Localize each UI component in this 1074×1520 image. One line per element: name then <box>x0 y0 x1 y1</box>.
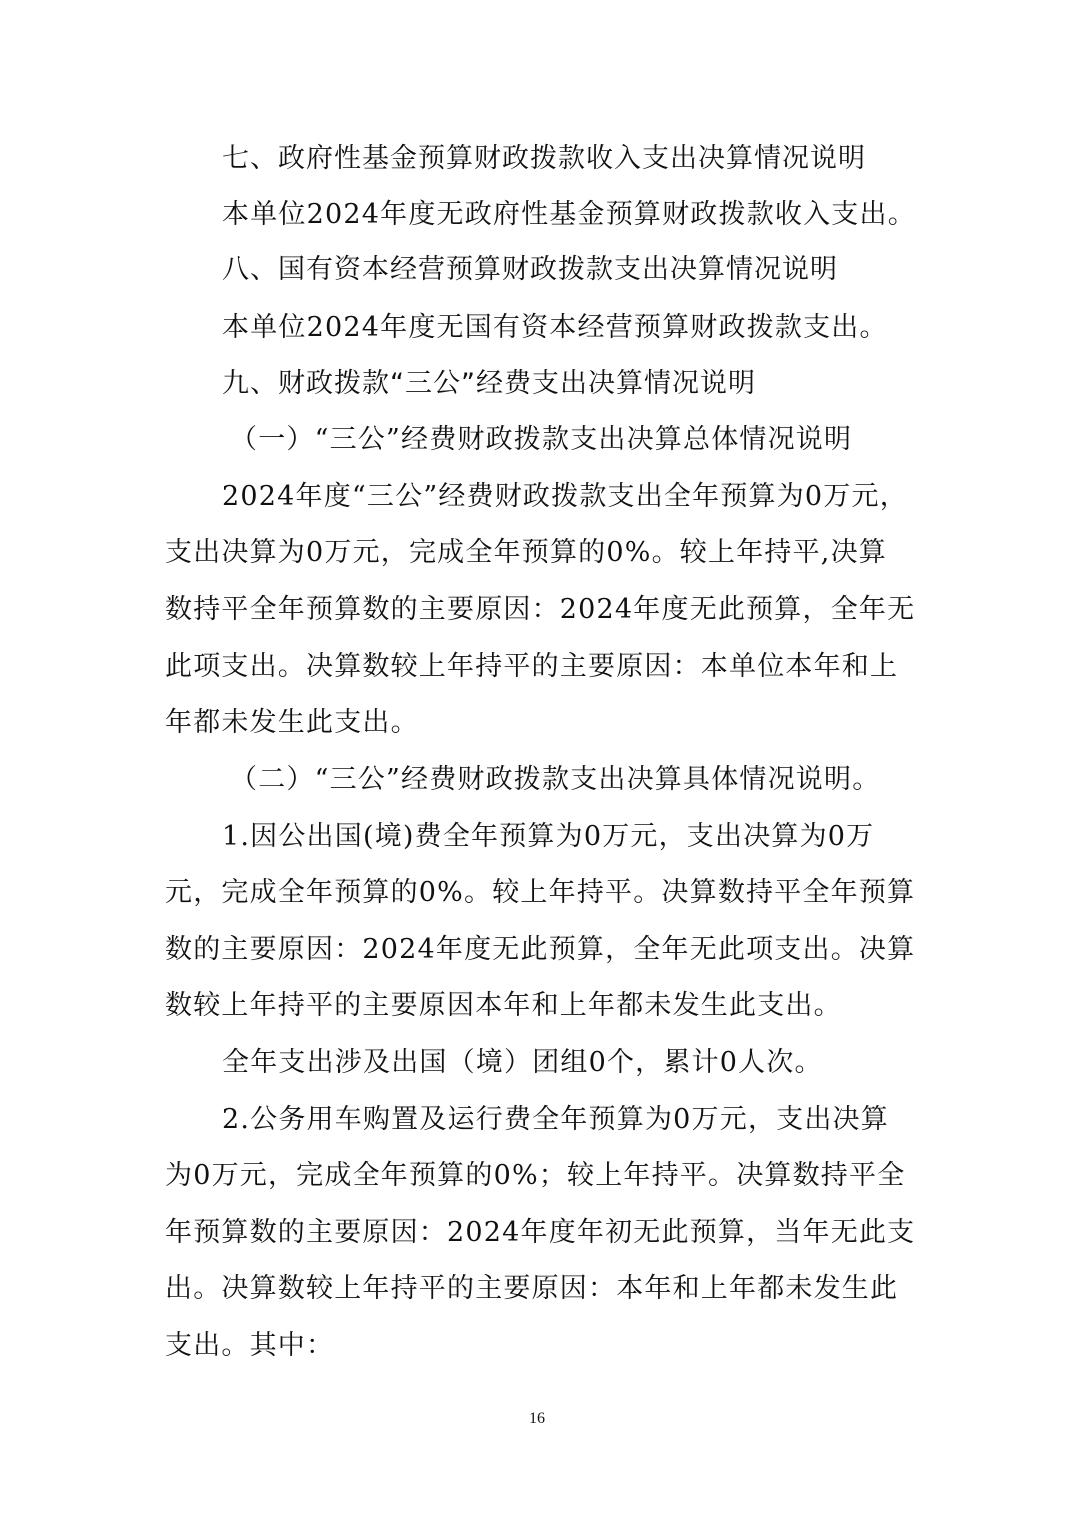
paragraph-line: 出。决算数较上年持平的主要原因：本年和上年都未发生此 <box>165 1273 899 1304</box>
paragraph-line: 本单位2024年度无国有资本经营预算财政拨款支出。 <box>222 312 888 343</box>
paragraph-line: 支出决算为0万元，完成全年预算的0%。较上年持平,决算 <box>165 537 887 568</box>
section-heading-7: 七、政府性基金预算财政拨款收入支出决算情况说明 <box>222 143 866 174</box>
paragraph-line: 1.因公出国(境)费全年预算为0万元，支出决算为0万 <box>222 821 875 852</box>
subsection-heading-1: （一）“三公”经费财政拨款支出决算总体情况说明 <box>230 424 853 455</box>
paragraph-line: 2024年度“三公”经费财政拨款支出全年预算为0万元， <box>222 481 908 512</box>
section-heading-9: 九、财政拨款“三公”经费支出决算情况说明 <box>222 368 756 399</box>
paragraph-line: 元，完成全年预算的0%。较上年持平。决算数持平全年预算 <box>165 877 916 908</box>
paragraph-line: 全年支出涉及出国（境）团组0个，累计0人次。 <box>222 1047 823 1078</box>
page-number: 16 <box>529 1410 545 1427</box>
paragraph-line: 支出。其中： <box>165 1330 335 1361</box>
paragraph-line: 数的主要原因：2024年度无此预算，全年无此项支出。决算 <box>165 934 916 965</box>
subsection-heading-2: （二）“三公”经费财政拨款支出决算具体情况说明。 <box>230 764 881 795</box>
paragraph-line: 年预算数的主要原因：2024年度年初无此预算，当年无此支 <box>165 1217 916 1248</box>
paragraph-line: 数持平全年预算数的主要原因：2024年度无此预算，全年无 <box>165 594 916 625</box>
paragraph-line: 年都未发生此支出。 <box>165 707 419 738</box>
paragraph-line: 为0万元，完成全年预算的0%；较上年持平。决算数持平全 <box>165 1160 906 1191</box>
paragraph-line: 此项支出。决算数较上年持平的主要原因：本单位本年和上 <box>165 651 899 682</box>
section-heading-8: 八、国有资本经营预算财政拨款支出决算情况说明 <box>222 254 838 285</box>
paragraph-line: 本单位2024年度无政府性基金预算财政拨款收入支出。 <box>222 199 916 230</box>
paragraph-line: 数较上年持平的主要原因本年和上年都未发生此支出。 <box>165 990 842 1021</box>
paragraph-line: 2.公务用车购置及运行费全年预算为0万元，支出决算 <box>222 1104 889 1135</box>
